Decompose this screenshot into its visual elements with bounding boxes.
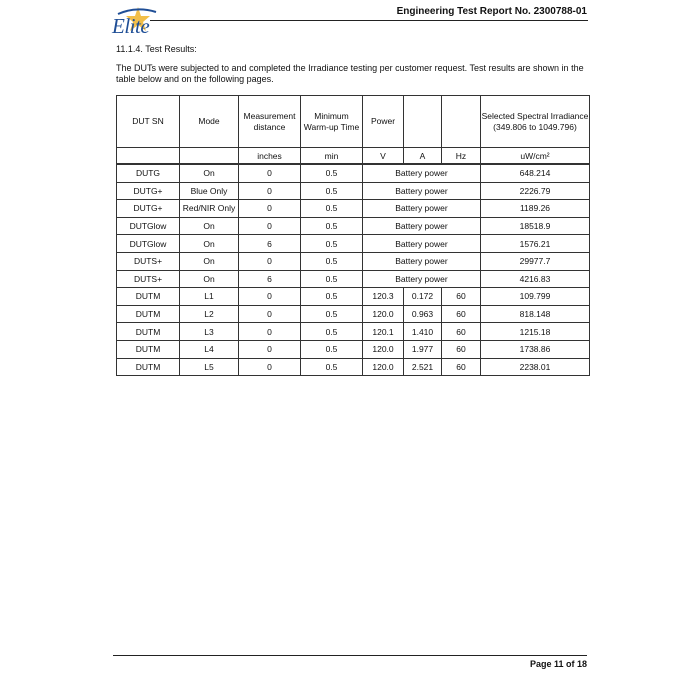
col-header: Mode — [180, 96, 239, 148]
irradiance-cell: 18518.9 — [481, 217, 590, 235]
irradiance-cell: 2226.79 — [481, 182, 590, 200]
current-cell: 1.977 — [404, 340, 442, 358]
power-cell: Battery power — [363, 164, 481, 182]
table-row — [117, 235, 590, 253]
irradiance-cell: 1738.86 — [481, 340, 590, 358]
warmup-cell: 0.5 — [301, 200, 363, 218]
table-row — [117, 200, 590, 218]
unit-cell — [117, 148, 180, 165]
irradiance-cell: 818.148 — [481, 305, 590, 323]
dut-sn-cell: DUTM — [117, 340, 180, 358]
mode-cell: On — [180, 217, 239, 235]
unit-cell — [180, 148, 239, 165]
table-row — [117, 358, 590, 376]
mode-cell: L2 — [180, 305, 239, 323]
mode-cell: L4 — [180, 340, 239, 358]
mode-cell: On — [180, 164, 239, 182]
mode-cell: On — [180, 252, 239, 270]
distance-cell: 6 — [239, 270, 301, 288]
warmup-cell: 0.5 — [301, 270, 363, 288]
voltage-cell: 120.0 — [363, 305, 404, 323]
power-cell: Battery power — [363, 252, 481, 270]
footer-divider — [113, 655, 587, 656]
mode-cell: L3 — [180, 323, 239, 341]
irradiance-cell: 29977.7 — [481, 252, 590, 270]
current-cell: 2.521 — [404, 358, 442, 376]
warmup-cell: 0.5 — [301, 235, 363, 253]
voltage-cell: 120.1 — [363, 323, 404, 341]
warmup-cell: 0.5 — [301, 323, 363, 341]
warmup-cell: 0.5 — [301, 217, 363, 235]
current-cell: 0.963 — [404, 305, 442, 323]
warmup-cell: 0.5 — [301, 252, 363, 270]
irradiance-cell: 1215.18 — [481, 323, 590, 341]
irradiance-cell: 1189.26 — [481, 200, 590, 218]
unit-cell: min — [301, 148, 363, 165]
table-row — [117, 217, 590, 235]
frequency-cell: 60 — [442, 358, 481, 376]
power-cell: Battery power — [363, 182, 481, 200]
irradiance-cell: 109.799 — [481, 288, 590, 306]
distance-cell: 6 — [239, 235, 301, 253]
mode-cell: On — [180, 235, 239, 253]
warmup-cell: 0.5 — [301, 288, 363, 306]
dut-sn-cell: DUTG+ — [117, 182, 180, 200]
voltage-cell: 120.0 — [363, 358, 404, 376]
col-header: DUT SN — [117, 96, 180, 148]
warmup-cell: 0.5 — [301, 182, 363, 200]
dut-sn-cell: DUTG+ — [117, 200, 180, 218]
warmup-cell: 0.5 — [301, 358, 363, 376]
irradiance-cell: 4216.83 — [481, 270, 590, 288]
mode-cell: L5 — [180, 358, 239, 376]
col-header: Selected Spectral Irradiance (349.806 to 1049.796) — [481, 96, 590, 148]
irradiance-cell: 2238.01 — [481, 358, 590, 376]
table-row — [117, 323, 590, 341]
page-number: Page 11 of 18 — [529, 659, 587, 669]
col-header — [404, 96, 442, 148]
table-row — [117, 340, 590, 358]
col-header: Power — [363, 96, 404, 148]
voltage-cell: 120.0 — [363, 340, 404, 358]
table-row — [117, 288, 590, 306]
dut-sn-cell: DUTS+ — [117, 252, 180, 270]
power-cell: Battery power — [363, 217, 481, 235]
header-divider — [150, 20, 588, 21]
distance-cell: 0 — [239, 288, 301, 306]
dut-sn-cell: DUTG — [117, 164, 180, 182]
table-row — [117, 252, 590, 270]
frequency-cell: 60 — [442, 323, 481, 341]
col-header — [442, 96, 481, 148]
test-results-table — [116, 95, 590, 376]
voltage-cell: 120.3 — [363, 288, 404, 306]
distance-cell: 0 — [239, 164, 301, 182]
intro-paragraph: The DUTs were subjected to and completed the Irradiance testing per customer request. Test results are shown in the table below and on the following pages. — [116, 63, 584, 84]
mode-cell: On — [180, 270, 239, 288]
dut-sn-cell: DUTS+ — [117, 270, 180, 288]
dut-sn-cell: DUTGlow — [117, 217, 180, 235]
irradiance-cell: 648.214 — [481, 164, 590, 182]
distance-cell: 0 — [239, 217, 301, 235]
table-row — [117, 270, 590, 288]
unit-cell: V — [363, 148, 404, 165]
distance-cell: 0 — [239, 252, 301, 270]
power-cell: Battery power — [363, 200, 481, 218]
frequency-cell: 60 — [442, 288, 481, 306]
logo-text: Elite — [112, 14, 150, 38]
unit-cell: A — [404, 148, 442, 165]
table-units-row — [117, 148, 590, 165]
unit-cell: inches — [239, 148, 301, 165]
distance-cell: 0 — [239, 200, 301, 218]
mode-cell: Red/NIR Only — [180, 200, 239, 218]
warmup-cell: 0.5 — [301, 305, 363, 323]
distance-cell: 0 — [239, 182, 301, 200]
mode-cell: Blue Only — [180, 182, 239, 200]
table-row — [117, 164, 590, 182]
power-cell: Battery power — [363, 270, 481, 288]
dut-sn-cell: DUTM — [117, 288, 180, 306]
dut-sn-cell: DUTGlow — [117, 235, 180, 253]
dut-sn-cell: DUTM — [117, 323, 180, 341]
distance-cell: 0 — [239, 305, 301, 323]
current-cell: 1.410 — [404, 323, 442, 341]
dut-sn-cell: DUTM — [117, 358, 180, 376]
irradiance-cell: 1576.21 — [481, 235, 590, 253]
mode-cell: L1 — [180, 288, 239, 306]
frequency-cell: 60 — [442, 340, 481, 358]
dut-sn-cell: DUTM — [117, 305, 180, 323]
unit-cell: uW/cm² — [481, 148, 590, 165]
col-header: Measurement distance — [239, 96, 301, 148]
power-cell: Battery power — [363, 235, 481, 253]
distance-cell: 0 — [239, 340, 301, 358]
section-heading: 11.1.4. Test Results: — [116, 44, 197, 54]
distance-cell: 0 — [239, 323, 301, 341]
col-header: Minimum Warm-up Time — [301, 96, 363, 148]
current-cell: 0.172 — [404, 288, 442, 306]
table-row — [117, 305, 590, 323]
warmup-cell: 0.5 — [301, 340, 363, 358]
distance-cell: 0 — [239, 358, 301, 376]
frequency-cell: 60 — [442, 305, 481, 323]
unit-cell: Hz — [442, 148, 481, 165]
report-title: Engineering Test Report No. 2300788-01 — [396, 6, 587, 17]
table-row — [117, 182, 590, 200]
warmup-cell: 0.5 — [301, 164, 363, 182]
table-header-row — [117, 96, 590, 148]
